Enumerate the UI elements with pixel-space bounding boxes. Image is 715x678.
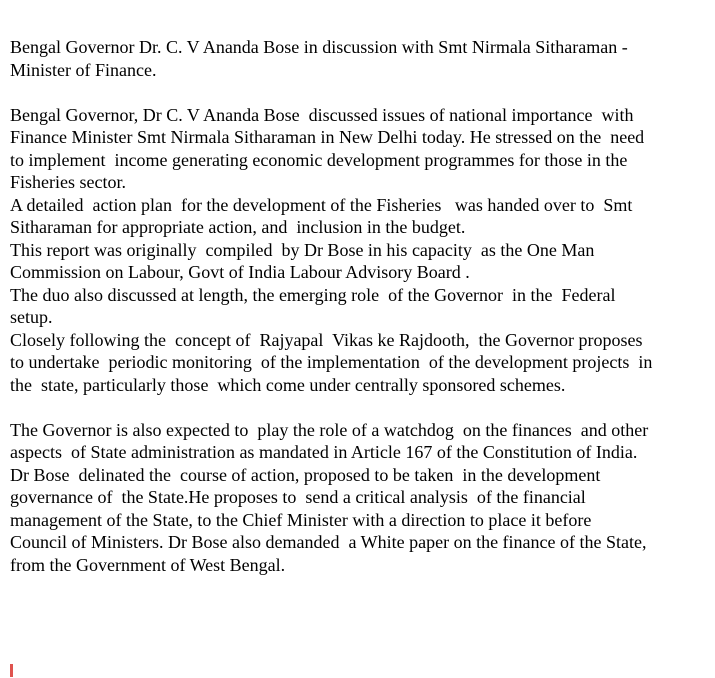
text-line: Council of Ministers. Dr Bose also demanded a White paper on the finance of the State,: [10, 532, 647, 552]
text-line: setup.: [10, 307, 53, 327]
text-line: to implement income generating economic development programmes for those in the: [10, 149, 628, 170]
text-line: A detailed action plan for the development of the Fisheries was handed over to Smt: [10, 194, 633, 215]
text-line: Bengal Governor, Dr C. V Ananda Bose discussed issues of national importance with: [10, 104, 634, 125]
text-line: Minister of Finance.: [10, 59, 157, 80]
text-line: to undertake periodic monitoring of the implementation of the development projects in: [10, 352, 653, 372]
text-line: management of the State, to the Chief Minister with a direction to place it before: [10, 509, 592, 530]
text-line: aspects of State administration as mandated in Article 167 of the Constitution of India.: [10, 442, 638, 462]
text-line: Sitharaman for appropriate action, and inclusion in the budget.: [10, 217, 466, 237]
text-line: from the Government of West Bengal.: [10, 554, 286, 575]
text-cursor: [10, 664, 13, 677]
text-line: the state, particularly those which come under centrally sponsored schemes.: [10, 374, 566, 395]
text-line: governance of the State.He proposes to send a critical analysis of the financial: [10, 487, 586, 507]
text-line: Bengal Governor Dr. C. V Ananda Bose in discussion with Smt Nirmala Sitharaman -: [10, 37, 628, 57]
blank-line: [10, 81, 709, 104]
text-line: Finance Minister Smt Nirmala Sitharaman in New Delhi today. He stressed on the need: [10, 127, 645, 147]
text-line: The Governor is also expected to play the role of a watchdog on the finances and other: [10, 419, 649, 440]
document-text-area[interactable]: [10, 36, 709, 576]
text-line: Dr Bose delinated the course of action, proposed to be taken in the development: [10, 464, 601, 485]
text-line: Closely following the concept of Rajyapal Vikas ke Rajdooth, the Governor proposes: [10, 329, 643, 350]
text-line: This report was originally compiled by Dr Bose in his capacity as the One Man: [10, 239, 595, 260]
text-line: The duo also discussed at length, the emerging role of the Governor in the Federal: [10, 284, 616, 305]
text-line: Commission on Labour, Govt of India Labour Advisory Board .: [10, 262, 470, 282]
text-line: Fisheries sector.: [10, 172, 126, 192]
blank-line: [10, 396, 709, 419]
